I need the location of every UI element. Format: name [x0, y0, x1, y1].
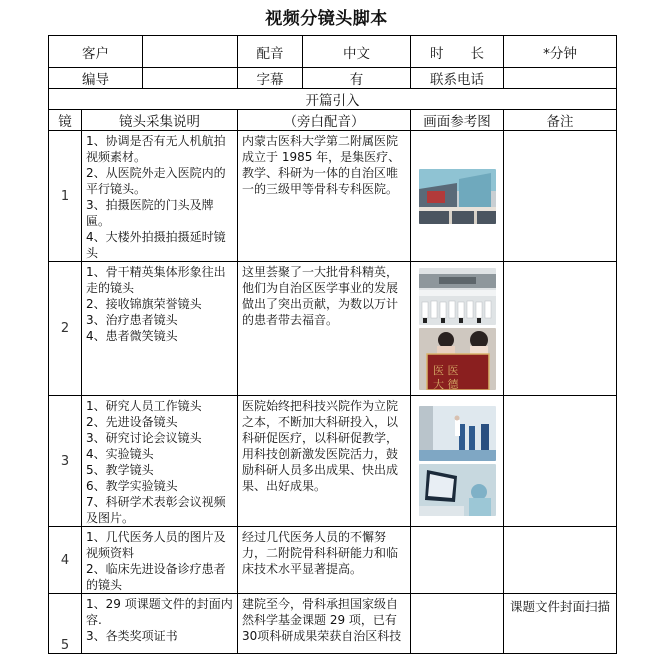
description-line: 1、研究人员工作镜头 — [86, 399, 202, 413]
voice-value[interactable]: 中文 — [303, 36, 411, 68]
duration-label: 时 长 — [411, 36, 504, 68]
shot-notes[interactable] — [504, 396, 617, 527]
shot-number: 3 — [49, 396, 82, 527]
description-line: 7、科研学术表彰会议视频及图片。 — [86, 495, 226, 525]
shot-narration[interactable]: 内蒙古医科大学第二附属医院成立于 1985 年，是集医疗、教学、科研为一体的自治区唯一的三级甲等骨科专科医院。 — [238, 131, 411, 262]
description-line: 1、协调是否有无人机航拍视频素材。 — [86, 134, 226, 164]
column-header-row — [49, 110, 617, 131]
subtitle-label: 字幕 — [238, 68, 303, 89]
svg-text:大 德: 大 德 — [432, 377, 458, 390]
column-header-reference: 画面参考图 — [411, 110, 504, 131]
duration-value[interactable]: *分钟 — [504, 36, 617, 68]
column-header-shot: 镜 — [49, 110, 82, 131]
section-title: 开篇引入 — [49, 89, 617, 110]
description-line: 4、患者微笑镜头 — [86, 329, 178, 343]
shot-description[interactable] — [82, 527, 238, 594]
shot-row-4 — [49, 527, 617, 594]
shot-notes[interactable] — [504, 527, 617, 594]
info-row-1 — [49, 36, 617, 68]
shot-narration[interactable]: 这里荟聚了一大批骨科精英，他们为自治区医学事业的发展做出了突出贡献，为数以万计的患者带去福音。 — [238, 262, 411, 396]
lab-researcher-photo — [419, 464, 496, 516]
client-value[interactable] — [143, 36, 238, 68]
storyboard-table — [48, 35, 617, 654]
reference-image-cell — [411, 262, 504, 396]
description-line: 1、骨干精英集体形象往出走的镜头 — [86, 265, 226, 295]
description-line: 3、各类奖项证书 — [86, 629, 178, 643]
reference-image-cell — [411, 527, 504, 594]
shot-row-5 — [49, 594, 617, 654]
shot-narration[interactable]: 经过几代医务人员的不懈努力，二附院骨科科研能力和临床技术水平显著提高。 — [238, 527, 411, 594]
shot-narration[interactable]: 建院至今，骨科承担国家级自然科学基金课题 29 项，已有30项科研成果荣获自治区科技 — [238, 594, 411, 654]
description-line: 4、大楼外拍摄拍摄延时镜头 — [86, 230, 226, 260]
description-line: 6、教学实验镜头 — [86, 479, 178, 493]
column-header-notes: 备注 — [504, 110, 617, 131]
shot-row-2 — [49, 262, 617, 396]
reference-image-cell — [411, 396, 504, 527]
director-value[interactable] — [143, 68, 238, 89]
shot-number: 1 — [49, 131, 82, 262]
description-line: 1、29 项课题文件的封面内容. — [86, 597, 233, 627]
voice-label: 配音 — [238, 36, 303, 68]
shot-description[interactable] — [82, 594, 238, 654]
section-row — [49, 89, 617, 110]
shot-description[interactable] — [82, 262, 238, 396]
description-line: 2、先进设备镜头 — [86, 415, 178, 429]
shot-notes[interactable] — [504, 131, 617, 262]
column-header-description: 镜头采集说明 — [82, 110, 238, 131]
svg-text:医 医: 医 医 — [432, 363, 458, 377]
shot-number: 4 — [49, 527, 82, 594]
description-line: 5、教学镜头 — [86, 463, 154, 477]
phone-label: 联系电话 — [411, 68, 504, 89]
description-line: 2、接收锦旗荣誉镜头 — [86, 297, 202, 311]
shot-narration[interactable]: 医院始终把科技兴院作为立院之本，不断加大科研投入，以科研促医疗，以科研促教学，用科技创新激发医院活力，鼓励科研人员多出成果、快出成果、出好成果。 — [238, 396, 411, 527]
column-header-narration: （旁白配音） — [238, 110, 411, 131]
director-label: 编导 — [49, 68, 143, 89]
description-line: 3、治疗患者镜头 — [86, 313, 178, 327]
description-line: 2、从医院外走入医院内的平行镜头。 — [86, 166, 226, 196]
doctors-group-photo — [419, 268, 496, 325]
phone-value[interactable] — [504, 68, 617, 89]
client-label: 客户 — [49, 36, 143, 68]
description-line: 4、实验镜头 — [86, 447, 154, 461]
description-line: 3、拍摄医院的门头及牌匾。 — [86, 198, 214, 228]
shot-number: 2 — [49, 262, 82, 396]
shot-notes[interactable] — [504, 262, 617, 396]
shot-row-1 — [49, 131, 617, 262]
honor-banner-photo — [419, 328, 496, 390]
shot-description[interactable] — [82, 396, 238, 527]
laboratory-photo — [419, 406, 496, 461]
document-title: 视频分镜头脚本 — [265, 9, 388, 29]
description-line: 3、研究讨论会议镜头 — [86, 431, 202, 445]
subtitle-value[interactable]: 有 — [303, 68, 411, 89]
shot-number: 5 — [49, 594, 82, 654]
shot-row-3 — [49, 396, 617, 527]
reference-image-cell — [411, 131, 504, 262]
info-row-2 — [49, 68, 617, 89]
reference-image-cell — [411, 594, 504, 654]
shot-description[interactable] — [82, 131, 238, 262]
hospital-building-photo — [419, 169, 496, 224]
shot-notes[interactable]: 课题文件封面扫描 — [504, 594, 617, 654]
description-line: 1、几代医务人员的图片及视频资料 — [86, 530, 226, 560]
description-line: 2、临床先进设备诊疗患者的镜头 — [86, 562, 226, 592]
